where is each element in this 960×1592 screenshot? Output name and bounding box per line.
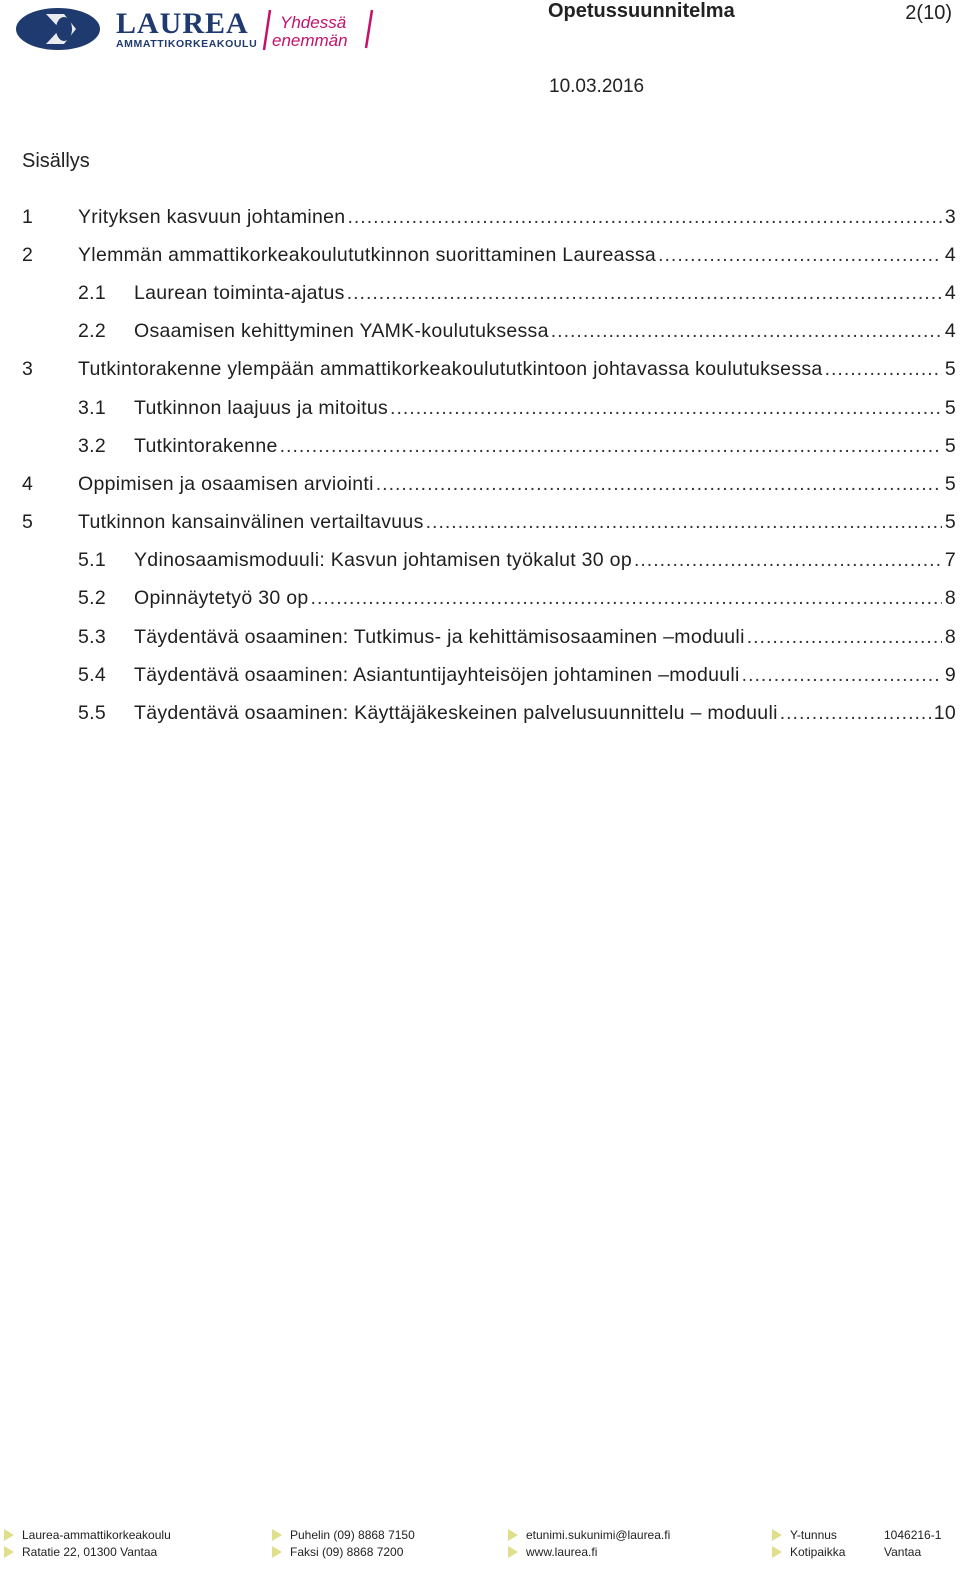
footer-fax: Faksi (09) 8868 7200 xyxy=(290,1544,404,1559)
document-date: 10.03.2016 xyxy=(549,76,645,97)
footer-ytunnus-label: Y-tunnus xyxy=(790,1527,837,1542)
toc-entry[interactable] xyxy=(22,389,956,427)
footer-org: Laurea-ammattikorkeakoulu xyxy=(22,1527,171,1542)
footer-phone-block xyxy=(272,1526,415,1560)
toc-entry[interactable] xyxy=(22,313,956,351)
toc-entry[interactable] xyxy=(22,542,956,580)
toc-entry[interactable] xyxy=(22,618,956,656)
page-number: 2(10) xyxy=(905,2,952,24)
footer-ytunnus-value: 1046216-1 xyxy=(884,1527,942,1542)
toc-entry[interactable] xyxy=(22,580,956,618)
toc-entry-number: 3.2 xyxy=(78,434,107,457)
toc-entry-page: 10 xyxy=(933,702,956,725)
toc-entry-title: Osaamisen kehittyminen YAMK-koulutuksessa xyxy=(134,320,549,343)
toc-dot-leader xyxy=(780,702,932,725)
slogan-divider-2 xyxy=(366,10,372,48)
org-name: LAUREA xyxy=(116,7,249,40)
toc-entry-number: 5.2 xyxy=(78,587,107,610)
toc-entry-title: Oppimisen ja osaamisen arviointi xyxy=(78,472,374,495)
toc-entry-page: 4 xyxy=(944,281,956,304)
triangle-bullet-icon xyxy=(772,1546,782,1558)
toc-entry-title: Tutkintorakenne xyxy=(134,434,278,457)
toc-dot-leader xyxy=(280,435,942,458)
toc-entry-title: Ylemmän ammattikorkeakoulututkinnon suorittaminen Laureassa xyxy=(78,243,657,266)
org-subtitle: AMMATTIKORKEAKOULU xyxy=(116,38,258,50)
toc-entry-number: 3 xyxy=(22,358,34,381)
toc-entry-number: 4 xyxy=(22,472,34,495)
toc-entry-title: Ydinosaamismoduuli: Kasvun johtamisen työkalut 30 op xyxy=(134,549,632,572)
toc-entry[interactable] xyxy=(22,427,956,465)
toc-entry-number: 2.1 xyxy=(78,281,107,304)
footer-address-block xyxy=(4,1526,171,1560)
footer-web[interactable]: www.laurea.fi xyxy=(526,1544,598,1559)
toc-heading: Sisällys xyxy=(22,150,90,172)
footer-kotipaikka-label: Kotipaikka xyxy=(790,1544,846,1559)
toc-entry-title: Laurean toiminta-ajatus xyxy=(134,281,345,304)
toc-dot-leader xyxy=(634,549,942,572)
toc-entry[interactable] xyxy=(22,198,956,236)
footer-email[interactable]: etunimi.sukunimi@laurea.fi xyxy=(526,1527,671,1542)
toc-entry-title: Täydentävä osaaminen: Käyttäjäkeskeinen palvelusuunnittelu – moduuli xyxy=(134,702,778,725)
toc-entry[interactable] xyxy=(22,274,956,312)
laurea-emblem-icon xyxy=(16,8,100,50)
toc-dot-leader xyxy=(347,206,942,229)
toc-dot-leader xyxy=(747,626,942,649)
triangle-bullet-icon xyxy=(508,1529,518,1541)
toc-entry-number: 2 xyxy=(22,243,34,266)
document-title: Opetussuunnitelma xyxy=(548,0,735,22)
toc-entry[interactable] xyxy=(22,504,956,542)
table-of-contents xyxy=(22,198,956,733)
toc-entry[interactable] xyxy=(22,236,956,274)
toc-entry-page: 8 xyxy=(944,625,956,648)
toc-entry-page: 3 xyxy=(944,205,956,228)
footer-contact-block xyxy=(508,1526,670,1560)
toc-dot-leader xyxy=(825,358,942,381)
toc-entry-number: 3.1 xyxy=(78,396,107,419)
toc-entry-page: 8 xyxy=(944,587,956,610)
footer-phone: Puhelin (09) 8868 7150 xyxy=(290,1527,415,1542)
laurea-logo xyxy=(16,4,376,54)
toc-entry-number: 1 xyxy=(22,205,34,228)
footer-address: Ratatie 22, 01300 Vantaa xyxy=(22,1544,158,1559)
footer-kotipaikka-value: Vantaa xyxy=(884,1544,922,1559)
toc-entry-title: Tutkinnon kansainvälinen vertailtavuus xyxy=(78,511,424,534)
toc-entry-title: Tutkinnon laajuus ja mitoitus xyxy=(134,396,389,419)
toc-entry-page: 5 xyxy=(944,396,956,419)
toc-entry-title: Opinnäytetyö 30 op xyxy=(134,587,309,610)
toc-dot-leader xyxy=(742,664,942,687)
toc-entry-number: 5.4 xyxy=(78,663,107,686)
toc-entry-page: 5 xyxy=(944,358,956,381)
toc-entry[interactable] xyxy=(22,656,956,694)
toc-entry-page: 9 xyxy=(944,663,956,686)
triangle-bullet-icon xyxy=(4,1529,14,1541)
triangle-bullet-icon xyxy=(508,1546,518,1558)
toc-entry-number: 5.3 xyxy=(78,625,107,648)
slogan-divider xyxy=(264,10,270,50)
toc-entry-page: 4 xyxy=(944,320,956,343)
toc-entry[interactable] xyxy=(22,694,956,732)
triangle-bullet-icon xyxy=(272,1546,282,1558)
toc-entry-page: 4 xyxy=(944,243,956,266)
toc-entry-number: 2.2 xyxy=(78,320,107,343)
toc-dot-leader xyxy=(426,511,942,534)
triangle-bullet-icon xyxy=(272,1529,282,1541)
toc-entry-title: Tutkintorakenne ylempään ammattikorkeakoulututkintoon johtavassa koulutuksessa xyxy=(78,358,823,381)
toc-dot-leader xyxy=(390,397,942,420)
toc-entry-number: 5.1 xyxy=(78,549,107,572)
toc-dot-leader xyxy=(311,587,942,610)
toc-dot-leader xyxy=(376,473,942,496)
triangle-bullet-icon xyxy=(772,1529,782,1541)
toc-entry-number: 5.5 xyxy=(78,702,107,725)
slogan-line2: enemmän xyxy=(272,31,348,50)
toc-dot-leader xyxy=(658,244,942,267)
toc-entry-title: Täydentävä osaaminen: Tutkimus- ja kehittämisosaaminen –moduuli xyxy=(134,625,745,648)
toc-dot-leader xyxy=(551,320,942,343)
toc-entry[interactable] xyxy=(22,351,956,389)
toc-entry-page: 5 xyxy=(944,511,956,534)
toc-entry[interactable] xyxy=(22,465,956,503)
slogan-line1: Yhdessä xyxy=(280,13,347,32)
toc-entry-title: Täydentävä osaaminen: Asiantuntijayhteisöjen johtaminen –moduuli xyxy=(134,663,740,686)
toc-entry-page: 5 xyxy=(944,434,956,457)
toc-dot-leader xyxy=(347,282,942,305)
footer-company-block xyxy=(772,1526,941,1560)
triangle-bullet-icon xyxy=(4,1546,14,1558)
toc-entry-page: 5 xyxy=(944,472,956,495)
toc-entry-page: 7 xyxy=(944,549,956,572)
toc-entry-title: Yrityksen kasvuun johtaminen xyxy=(78,205,346,228)
page-footer xyxy=(0,1526,960,1592)
toc-entry-number: 5 xyxy=(22,511,34,534)
